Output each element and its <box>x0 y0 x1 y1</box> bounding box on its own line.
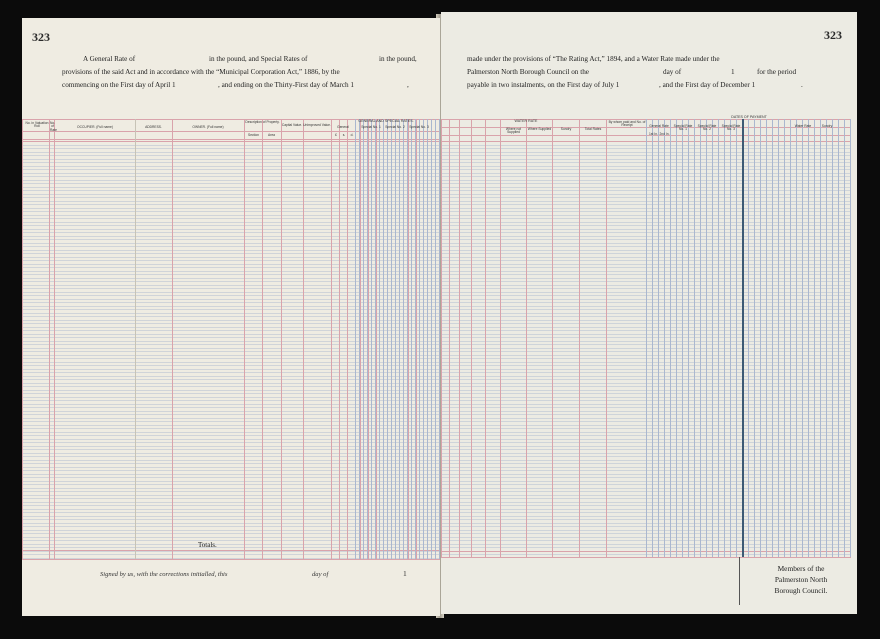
ruled-line <box>22 341 440 342</box>
ruled-line <box>22 330 440 331</box>
sub-second-instalment: 2nd In. <box>659 132 670 136</box>
column-rule <box>411 119 412 559</box>
col-address: ADDRESS. <box>145 125 162 129</box>
column-rule <box>135 119 136 559</box>
column-rule <box>423 119 424 559</box>
ruled-line <box>22 509 440 510</box>
ruled-line <box>22 456 440 457</box>
column-rule <box>22 119 23 559</box>
column-rule <box>363 119 364 559</box>
ruled-line <box>22 218 440 219</box>
ruled-line <box>22 204 440 205</box>
ruled-line <box>22 498 440 499</box>
ruled-line <box>22 365 440 366</box>
ruled-line <box>22 512 440 513</box>
ruled-line <box>22 421 440 422</box>
ruled-line <box>22 236 440 237</box>
ruled-line <box>22 435 440 436</box>
column-rule <box>579 119 580 557</box>
ruled-line <box>22 393 440 394</box>
ruled-line <box>22 169 440 170</box>
ruled-line <box>22 530 440 531</box>
ruled-line-strong <box>441 557 851 558</box>
col-capital-value: Capital Value. <box>281 123 303 127</box>
ruled-line <box>22 229 440 230</box>
ruled-line <box>22 323 440 324</box>
ruled-line <box>22 246 440 247</box>
ruled-line-strong <box>22 131 440 132</box>
column-rule <box>808 119 809 557</box>
header-right-line2-b: day of <box>663 68 682 76</box>
members-line-1: Members of the <box>777 564 825 573</box>
column-rule <box>526 119 527 557</box>
ruled-line <box>22 232 440 233</box>
ruled-line <box>22 316 440 317</box>
col-sundry: Sundry <box>560 127 572 131</box>
ruled-line <box>22 327 440 328</box>
ruled-line <box>22 285 440 286</box>
ruled-line <box>22 505 440 506</box>
ruled-line <box>22 155 440 156</box>
column-rule <box>606 119 607 557</box>
sub-section: Section <box>248 133 259 137</box>
header-left-line3-b: , and ending on the Thirty-First day of March 1 <box>218 81 355 89</box>
footer-day-of: day of <box>312 571 329 578</box>
ruled-line <box>22 145 440 146</box>
sub-area: Area <box>268 133 275 137</box>
column-rule <box>262 119 263 559</box>
signature-bracket <box>739 557 740 605</box>
sub-pound: £ <box>335 133 337 137</box>
ruled-line <box>22 222 440 223</box>
column-rule <box>347 119 348 559</box>
ruled-line <box>22 351 440 352</box>
ruled-line <box>22 313 440 314</box>
ruled-line <box>22 502 440 503</box>
footer-signed: Signed by us, with the corrections initialled, this <box>100 571 228 578</box>
ruled-line <box>22 239 440 240</box>
ruled-line <box>22 288 440 289</box>
ruled-line <box>22 488 440 489</box>
ruled-line <box>22 414 440 415</box>
column-rule <box>408 119 409 559</box>
pay-general: General Rate <box>649 124 669 128</box>
sub-special-3: Special No. 3 <box>409 125 429 129</box>
column-rule <box>391 119 392 559</box>
ruled-line <box>22 428 440 429</box>
column-rule <box>742 119 744 557</box>
column-rule <box>471 119 472 557</box>
ruled-line <box>22 446 440 447</box>
col-total-rates: Total Rates <box>584 127 602 131</box>
ruled-line <box>22 418 440 419</box>
column-rule <box>485 119 486 557</box>
header-left-line2: provisions of the said Act and in accordance with the “Municipal Corporation Act,” 1886, by the <box>62 68 340 76</box>
col-description: Description of Property. <box>245 120 280 124</box>
column-rule <box>802 119 803 557</box>
column-rule <box>407 119 408 559</box>
ruled-line <box>22 215 440 216</box>
totals-label: Totals. <box>198 541 217 549</box>
column-rule <box>500 119 501 557</box>
ruled-line <box>22 554 440 555</box>
column-rule <box>736 119 737 557</box>
ruled-line <box>22 362 440 363</box>
ruled-line <box>22 425 440 426</box>
ruled-line <box>22 544 440 545</box>
ruled-line <box>22 519 440 520</box>
ruled-line <box>22 250 440 251</box>
column-rule <box>820 119 821 557</box>
ruled-line <box>22 390 440 391</box>
ruled-line <box>22 302 440 303</box>
left-ruled-grid <box>22 119 440 559</box>
ruled-line <box>22 379 440 380</box>
column-rule <box>706 119 707 557</box>
ruled-line <box>22 547 440 548</box>
column-rule <box>449 119 450 557</box>
ruled-line <box>22 404 440 405</box>
column-rule <box>850 119 851 557</box>
column-rule <box>754 119 755 557</box>
pay-special-2: Special Rate No. 2 <box>697 124 717 132</box>
column-rule <box>54 119 55 559</box>
column-rule <box>435 119 436 559</box>
col-unimproved-value: Unimproved Value. <box>303 123 331 127</box>
col-water-rate: WATER RATE <box>514 119 538 123</box>
ruled-line <box>22 166 440 167</box>
column-rule <box>682 119 683 557</box>
column-rule <box>376 119 377 559</box>
column-rule <box>826 119 827 557</box>
ruled-line <box>22 187 440 188</box>
column-rule <box>778 119 779 557</box>
col-general-special-rates: GENERAL AND SPECIAL RATES. <box>358 119 414 123</box>
ruled-line <box>22 432 440 433</box>
ruled-line <box>22 358 440 359</box>
ruled-line <box>22 540 440 541</box>
column-rule <box>688 119 689 557</box>
column-rule <box>367 119 368 559</box>
column-rule <box>459 119 460 557</box>
column-rule <box>403 119 404 559</box>
column-rule <box>419 119 420 559</box>
column-rule <box>712 119 713 557</box>
sub-special-2: Special No. 2 <box>385 125 405 129</box>
ruled-line <box>22 533 440 534</box>
ruled-line <box>22 348 440 349</box>
right-page-number: 323 <box>824 28 842 42</box>
column-rule <box>814 119 815 557</box>
left-page-number: 323 <box>32 30 50 44</box>
column-rule <box>303 119 304 559</box>
col-by-whom-paid: By whom paid and No. of Receipt <box>608 120 646 128</box>
header-left-line3-c: , <box>407 81 409 89</box>
header-right-line1: made under the provisions of “The Rating Act,” 1894, and a Water Rate made under the <box>467 55 720 63</box>
column-rule <box>718 119 719 557</box>
sub-general: General <box>337 125 349 129</box>
col-rate-no: No. of Rate <box>50 121 57 132</box>
column-rule <box>172 119 173 559</box>
ruled-line <box>22 439 440 440</box>
column-rule <box>368 119 369 559</box>
header-left-line1-b: in the pound, and Special Rates of <box>209 55 308 63</box>
column-rule <box>724 119 725 557</box>
ruled-line <box>22 449 440 450</box>
column-rule <box>359 119 360 559</box>
ruled-line <box>22 337 440 338</box>
column-rule <box>552 119 553 557</box>
column-rule <box>244 119 245 559</box>
ruled-line <box>22 467 440 468</box>
header-right-line3-c: . <box>801 81 803 89</box>
members-block <box>753 563 849 596</box>
column-rule <box>387 119 388 559</box>
ruled-line <box>22 183 440 184</box>
ruled-line <box>22 278 440 279</box>
column-rule <box>766 119 767 557</box>
ruled-line <box>22 523 440 524</box>
ruled-line <box>22 180 440 181</box>
column-rule <box>281 119 282 559</box>
ruled-line <box>22 376 440 377</box>
ruled-line <box>22 369 440 370</box>
header-right-line3-a: payable in two instalments, on the First day of July 1 <box>467 81 620 89</box>
ruled-line <box>22 299 440 300</box>
column-rule <box>399 119 400 559</box>
ruled-line <box>22 197 440 198</box>
ruled-line <box>22 526 440 527</box>
header-left-line3-a: commencing on the First day of April 1 <box>62 81 176 89</box>
column-rule <box>371 119 372 559</box>
header-left-line1-a: A General Rate of <box>83 55 136 63</box>
column-rule <box>844 119 845 557</box>
ruled-line <box>22 162 440 163</box>
ruled-line <box>22 372 440 373</box>
col-dates-of-payment: DATES OF PAYMENT <box>731 115 767 119</box>
header-right-line2-c: 1 <box>731 68 735 76</box>
column-rule <box>760 119 761 557</box>
ruled-line <box>22 271 440 272</box>
ruled-line <box>22 495 440 496</box>
column-rule <box>658 119 659 557</box>
col-occupier: OCCUPIER. (Full name) <box>77 125 113 129</box>
footer-year: 1 <box>403 569 407 578</box>
column-rule <box>415 119 416 559</box>
ruled-line <box>22 383 440 384</box>
column-rule <box>439 119 440 559</box>
column-rule <box>676 119 677 557</box>
ruled-line <box>22 355 440 356</box>
ruled-line <box>22 481 440 482</box>
ruled-line <box>22 320 440 321</box>
ruled-line <box>22 243 440 244</box>
ruled-line <box>22 267 440 268</box>
column-rule <box>784 119 785 557</box>
column-rule <box>49 119 50 559</box>
ruled-line <box>22 274 440 275</box>
column-rule <box>383 119 384 559</box>
header-left-line1-c: in the pound, <box>379 55 417 63</box>
column-rule <box>748 119 749 557</box>
ruled-line <box>22 453 440 454</box>
ruled-line <box>22 264 440 265</box>
ruled-line <box>22 152 440 153</box>
ruled-line <box>22 201 440 202</box>
ruled-line <box>22 194 440 195</box>
ruled-line <box>22 442 440 443</box>
ruled-line-strong <box>22 550 440 551</box>
right-page <box>441 12 857 614</box>
ruled-line <box>22 407 440 408</box>
ruled-line <box>22 295 440 296</box>
ruled-line <box>22 411 440 412</box>
ruled-line <box>22 148 440 149</box>
ruled-line <box>22 397 440 398</box>
column-rule <box>694 119 695 557</box>
sub-special-1: Special No. 1 <box>361 125 381 129</box>
ruled-line <box>22 225 440 226</box>
ruled-line <box>22 470 440 471</box>
ruled-line <box>22 516 440 517</box>
ruled-line <box>22 386 440 387</box>
ruled-line <box>22 208 440 209</box>
sub-shilling: s. <box>342 133 346 137</box>
column-rule <box>796 119 797 557</box>
header-right-line2-d: for the period <box>757 68 797 76</box>
column-rule <box>427 119 428 559</box>
ruled-line <box>22 460 440 461</box>
ruled-line <box>22 344 440 345</box>
ruled-line <box>22 190 440 191</box>
ruled-line <box>22 260 440 261</box>
ruled-line <box>22 477 440 478</box>
ruled-line-strong <box>22 559 440 560</box>
column-rule <box>832 119 833 557</box>
header-right-line3-b: , and the First day of December 1 <box>659 81 756 89</box>
ruled-line <box>22 463 440 464</box>
ruled-line <box>22 173 440 174</box>
members-line-2: Palmerston North <box>774 575 828 584</box>
ruled-line <box>22 537 440 538</box>
ruled-line <box>22 306 440 307</box>
ruled-line <box>22 257 440 258</box>
column-rule <box>441 119 442 557</box>
column-rule <box>379 119 380 559</box>
ruled-line <box>22 484 440 485</box>
ruled-line <box>22 334 440 335</box>
sub-water-supplied: Where Supplied <box>527 127 552 131</box>
ruled-line-strong <box>22 139 440 140</box>
sub-water-not-supplied: Where not Supplied <box>505 127 522 135</box>
column-rule <box>664 119 665 557</box>
ruled-line <box>22 211 440 212</box>
column-rule <box>790 119 791 557</box>
column-rule <box>646 119 647 557</box>
column-rule <box>416 119 417 559</box>
sub-pence: d. <box>350 133 354 137</box>
ruled-line <box>22 159 440 160</box>
ruled-line-strong <box>22 141 440 142</box>
ruled-line <box>22 253 440 254</box>
column-rule <box>355 119 356 559</box>
ruled-line <box>22 309 440 310</box>
pay-sundry: Sundry <box>821 124 833 128</box>
col-owner: OWNER. (Full name) <box>192 125 224 129</box>
ruled-line <box>22 474 440 475</box>
column-rule <box>375 119 376 559</box>
column-rule <box>730 119 731 557</box>
column-rule <box>339 119 340 559</box>
ruled-line <box>22 281 440 282</box>
ruled-line <box>22 176 440 177</box>
ruled-line <box>22 292 440 293</box>
column-rule <box>652 119 653 557</box>
column-rule <box>360 119 361 559</box>
column-rule <box>670 119 671 557</box>
sub-first-instalment: 1st In. <box>649 132 658 136</box>
column-rule <box>395 119 396 559</box>
column-rule <box>431 119 432 559</box>
members-line-3: Borough Council. <box>774 586 828 595</box>
column-rule <box>838 119 839 557</box>
column-rule <box>772 119 773 557</box>
pay-special-3: Special Rate No. 3 <box>721 124 741 132</box>
pay-water: Water Rate <box>794 124 812 128</box>
left-page <box>22 18 440 616</box>
col-valuation-roll: No. in Valuation Roll <box>25 121 49 129</box>
right-ruled-grid <box>441 119 851 557</box>
ruled-line <box>22 400 440 401</box>
column-rule <box>700 119 701 557</box>
column-rule <box>331 119 332 559</box>
pay-special-1: Special Rate No. 1 <box>673 124 693 132</box>
ruled-line <box>22 491 440 492</box>
header-right-line2-a: Palmerston North Borough Council on the <box>467 68 589 76</box>
